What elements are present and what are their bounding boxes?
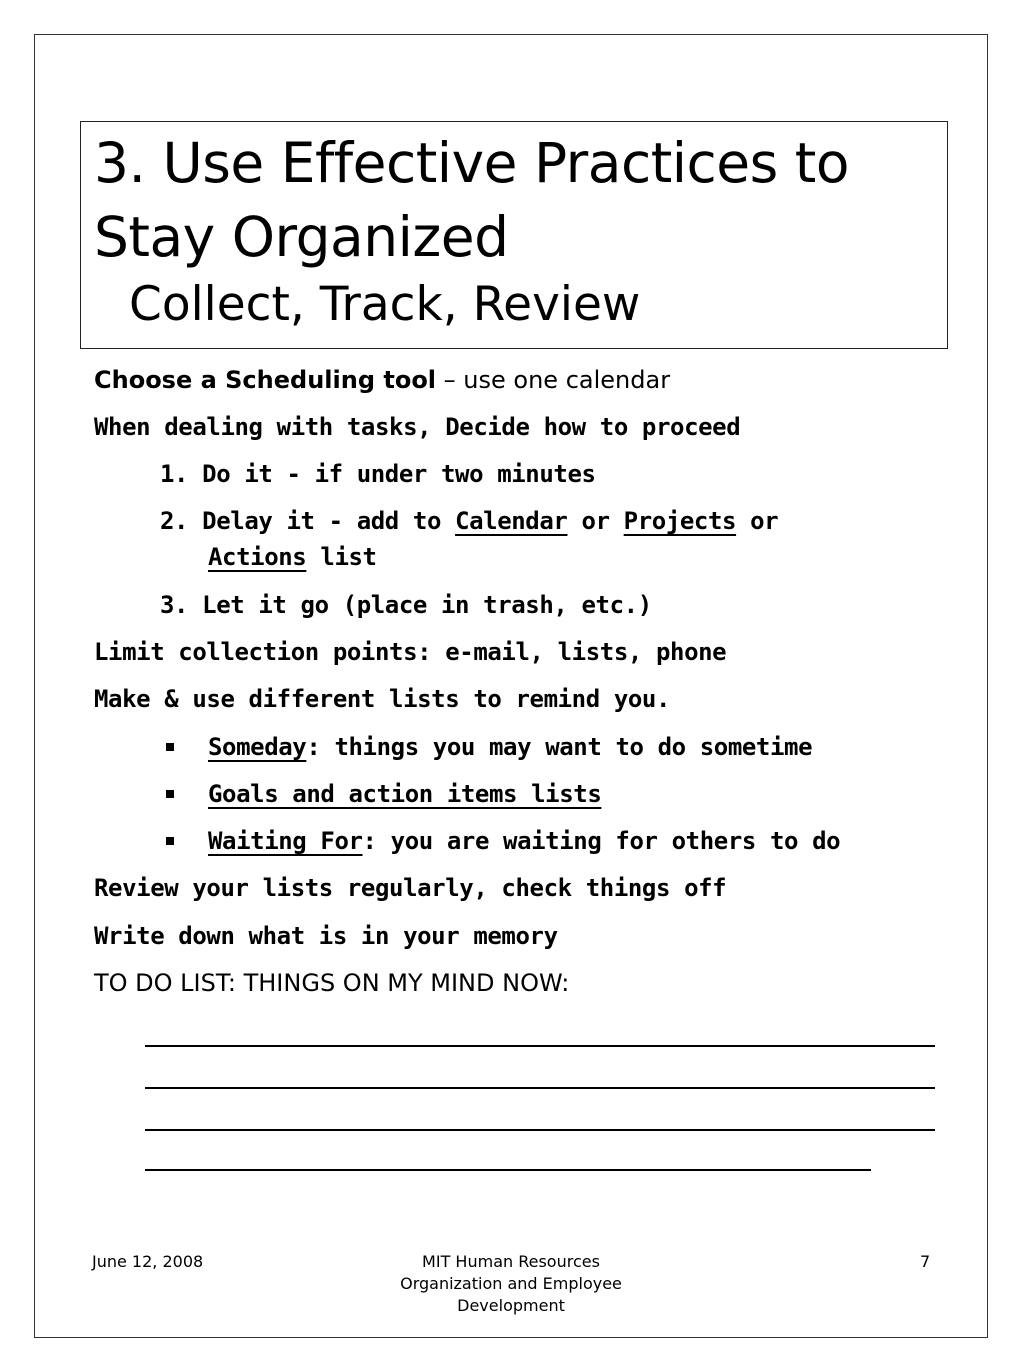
todo-heading: TO DO LIST: THINGS ON MY MIND NOW: [94,969,570,997]
step-3-text: Let it go (place in trash, etc.) [202,591,652,619]
page-subtitle: Collect, Track, Review [129,277,641,332]
someday-rest: : things you may want to do sometime [306,733,813,761]
step-2-pre: Delay it - add to [202,507,456,535]
projects-link: Projects [623,507,737,535]
write-line: Write down what is in your memory [94,922,558,950]
review-line: Review your lists regularly, check things off [94,874,727,902]
scheduling-bold: Choose a Scheduling tool [94,366,437,394]
list-item-waiting [208,826,840,856]
footer-organization: MIT Human Resources Organization and Employee Development [400,1252,622,1315]
step-3-number: 3. [160,591,189,619]
title-box [80,121,948,349]
page-title: 3. Use Effective Practices to Stay Organized [94,131,849,269]
bullet-icon [166,837,174,845]
limit-line: Limit collection points: e-mail, lists, phone [94,638,727,666]
blank-line [145,1045,935,1047]
page-number: 7 [920,1252,931,1271]
actions-link: Actions [208,543,307,571]
scheduling-plain: – use one calendar [436,366,671,394]
blank-line [145,1169,871,1171]
step-2-mid1: or [567,507,624,535]
step-2-mid2: or [736,507,779,535]
step-2-number: 2. [160,507,189,535]
step-3 [160,590,652,620]
footer-date: June 12, 2008 [92,1252,204,1271]
blank-line [145,1129,935,1131]
step-1-text: Do it - if under two minutes [202,460,596,488]
bullet-icon [166,743,174,751]
step-1 [160,459,596,489]
blank-line [145,1087,935,1089]
list-item-someday [208,732,812,762]
list-item-goals [208,779,601,809]
bullet-icon [166,790,174,798]
someday-link: Someday [208,733,307,761]
dealing-line: When dealing with tasks, Decide how to proceed [94,413,741,441]
step-2-continued [208,542,377,572]
step-2-post: list [306,543,377,571]
step-1-number: 1. [160,460,189,488]
waiting-for-link: Waiting For [208,827,363,855]
step-2 [160,506,778,536]
calendar-link: Calendar [455,507,568,535]
waiting-rest: : you are waiting for others to do [362,827,841,855]
goals-link: Goals and action items lists [208,780,602,808]
scheduling-line [94,365,670,395]
make-line: Make & use different lists to remind you. [94,685,671,713]
